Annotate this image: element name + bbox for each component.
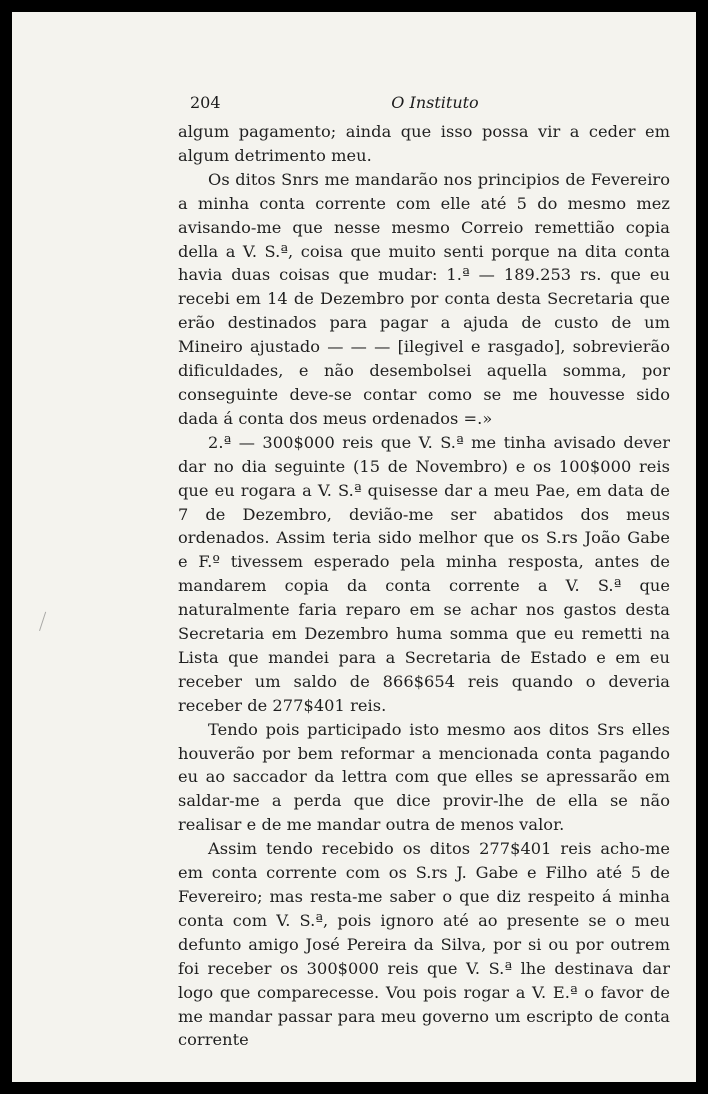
page-number: 204: [190, 93, 221, 112]
body-text: [178, 120, 670, 1052]
paragraph: Assim tendo recebido os ditos 277$401 reis acho-me em conta corrente com os S.rs J. Gabe e Filho até 5 de Fevereiro; mas resta-me saber o que diz respeito á minha conta com V. S.ª, pois ignoro até ao presente se o meu defunto amigo José Pereira da Silva, por si ou por outrem foi receber os 300$000 reis que V. S.ª lhe destinava dar logo que comparecesse. Vou pois rogar a V. E.ª o favor de me mandar passar para meu governo um escripto de conta corrente: [178, 839, 670, 1050]
running-title: O Instituto: [391, 93, 479, 112]
paragraph: 2.ª — 300$000 reis que V. S.ª me tinha avisado dever dar no dia seguinte (15 de Novembro) e os 100$000 reis que eu rogara a V. S.ª quisesse dar a meu Pae, em data de 7 de Dezembro, devião-me ser abatidos dos meus ordenados. Assim teria sido melhor que os S.rs João Gabe e F.º tivessem esperado pela minha resposta, antes de mandarem copia da conta corrente a V. S.ª que naturalmente faria reparo em se achar nos gastos desta Secretaria em Dezembro huma somma que eu remetti na Lista que mandei para a Secretaria de Estado e em eu receber um saldo de 866$654 reis quando o deveria receber de 277$401 reis.: [178, 432, 670, 715]
paragraph: Os ditos Snrs me mandarão nos principios de Fevereiro a minha conta corrente com elle até 5 do mesmo mez avisando-me que nesse mesmo Correio remettião copia della a V. S.ª, coisa que muito senti porque na dita conta havia duas coisas que mudar: 1.ª — 189.253 rs. que eu recebi em 14 de Dezembro por conta desta Secretaria que erão destinados para pagar a ajuda de custo de um Mineiro ajustado — — — [ilegivel e rasgado], sobrevierão dificuldades, e não desembolsei aquella somma, por conseguinte deve-se contar como se me houvesse sido dada á conta dos meus ordenados =.»: [178, 169, 670, 428]
paragraph-continuation: algum pagamento; ainda que isso possa vir a ceder em algum detrimento meu.: [178, 122, 670, 165]
margin-pencil-mark: [39, 612, 50, 633]
paragraph: Tendo pois participado isto mesmo aos ditos Srs elles houverão por bem reformar a mencionada conta pagando eu ao saccador da lettra com que elles se apressarão em saldar-me a perda que dice provir-lhe de ella se não realisar e de me mandar outra de menos valor.: [178, 719, 670, 835]
page-header: [190, 83, 680, 113]
